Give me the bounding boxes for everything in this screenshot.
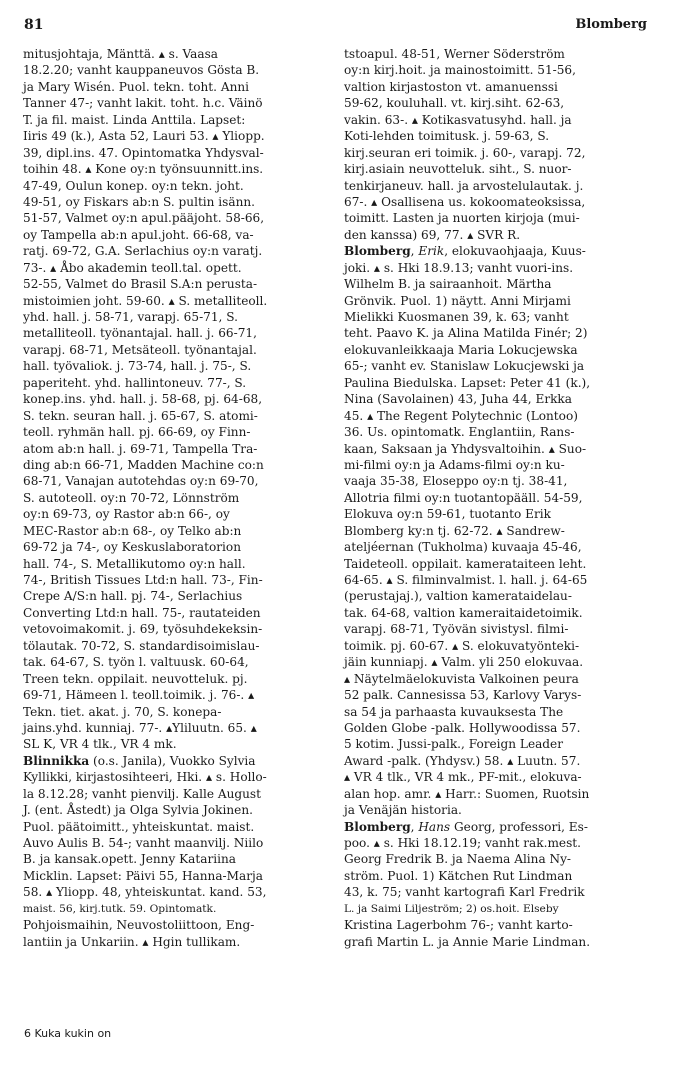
- left-column: [23, 46, 319, 950]
- text-line: vetovoimakomit. j. 69, työsuhdekeksin-: [23, 622, 263, 637]
- text-line: 49-51, oy Fiskars ab:n S. pultin isänn.: [23, 194, 256, 209]
- text-line: 64-65. ▴ S. filminvalmist. l. hall. j. 64-65: [344, 573, 588, 587]
- text-line: ratj. 69-72, G.A. Serlachius oy:n varatj.: [23, 244, 263, 259]
- text-line: 69-72 ja 74-, oy Keskuslaboratorion: [23, 540, 241, 555]
- text-line: Paulina Biedulska. Lapset: Peter 41 (k.),: [344, 375, 591, 390]
- text-line: ja Mary Wisén. Puol. tekn. toht. Anni: [23, 79, 250, 94]
- text-line: teoll. ryhmän hall. pj. 66-69, oy Finn-: [23, 425, 251, 440]
- text-line: valtion kirjastoston vt. amanuenssi: [344, 79, 558, 94]
- text-line: MEC-Rastor ab:n 68-, oy Telko ab:n: [23, 523, 242, 538]
- text-line: 65-; vanht ev. Stanislaw Lokucjewski ja: [344, 359, 585, 374]
- text-line: jäin kunniapj. ▴ Valm. yli 250 elokuvaa.: [344, 655, 584, 670]
- text-line: tenkirjaneuv. hall. ja arvostelulautak. j.: [344, 178, 584, 193]
- text-line: Kristina Lagerbohm 76-; vanht karto-: [344, 918, 573, 933]
- text-line: 67-. ▴ Osallisena us. kokoomateoksissa,: [344, 194, 586, 209]
- right-column: [344, 46, 642, 950]
- text-line: oy:n kirj.hoit. ja mainostoimitt. 51-56,: [344, 63, 576, 78]
- text-line: Award -palk. (Yhdysv.) 58. ▴ Luutn. 57.: [344, 753, 581, 768]
- text-line: kaan, Saksaan ja Yhdysvaltoihin. ▴ Suo-: [344, 441, 587, 456]
- text-line: toihin 48. ▴ Kone oy:n työnsuunnitt.ins.: [23, 162, 264, 177]
- text-line: 47-49, Oulun konep. oy:n tekn. joht.: [23, 178, 244, 193]
- text-line: Elokuva oy:n 59-61, tuotanto Erik: [344, 507, 551, 522]
- text-line: vakin. 63-. ▴ Kotikasvatusyhd. hall. ja: [344, 112, 572, 127]
- text-line: B. ja kansak.opett. Jenny Katariina: [23, 852, 236, 867]
- text-line: J. (ent. Åstedt) ja Olga Sylvia Jokinen.: [23, 803, 253, 818]
- text-line: konep.ins. yhd. hall. j. 58-68, pj. 64-68,: [23, 392, 263, 407]
- text-line: hall. työvaliok. j. 73-74, hall. j. 75-, S.: [23, 359, 252, 374]
- text-line: hall. 74-, S. Metallikutomo oy:n hall.: [23, 556, 246, 571]
- text-line: tölautak. 70-72, S. standardisoimislau-: [23, 638, 260, 653]
- text-line: 52 palk. Cannesissa 53, Karlovy Varys-: [344, 688, 582, 703]
- text-line: kirj.seuran eri toimik. j. 60-, varapj. 72,: [344, 145, 586, 160]
- text-line: 36. Us. opintomatk. Englantiin, Rans-: [344, 425, 575, 440]
- text-line: Converting Ltd:n hall. 75-, rautateiden: [23, 605, 261, 620]
- entry-headword-line: Blomberg, Hans Georg, professori, Es-: [344, 819, 588, 834]
- text-line: tstoapul. 48-51, Werner Söderström: [344, 47, 565, 61]
- text-line: mitusjohtaja, Mänttä. ▴ s. Vaasa: [23, 47, 218, 61]
- text-line: 74-, British Tissues Ltd:n hall. 73-, Fin-: [23, 573, 263, 587]
- text-line: ▴ VR 4 tlk., VR 4 mk., PF-mit., elokuva-: [344, 770, 582, 785]
- text-line: tak. 64-67, S. työn l. valtuusk. 60-64,: [23, 655, 249, 670]
- text-line: den kanssa) 69, 77. ▴ SVR R.: [344, 227, 521, 242]
- text-line: ateljéernan (Tukholma) kuvaaja 45-46,: [344, 540, 582, 555]
- text-line: maist. 56, kirj.tutk. 59. Opintomatk.: [23, 902, 217, 915]
- text-line: kirj.asiain neuvotteluk. siht., S. nuor-: [344, 162, 572, 177]
- text-line: Crepe A/S:n hall. pj. 74-, Serlachius: [23, 589, 243, 604]
- text-line: teht. Paavo K. ja Alina Matilda Finér; 2): [344, 326, 588, 341]
- text-line: S. tekn. seuran hall. j. 65-67, S. atomi-: [23, 408, 258, 423]
- text-line: Grönvik. Puol. 1) näytt. Anni Mirjami: [344, 293, 571, 308]
- text-line: alan hop. amr. ▴ Harr.: Suomen, Ruotsin: [344, 786, 590, 801]
- footer-signature: 6 Kuka kukin on: [24, 1027, 112, 1040]
- text-line: Wilhelm B. ja sairaanhoit. Märtha: [344, 277, 552, 292]
- text-line: varapj. 68-71, Työvän sivistysl. filmi-: [344, 622, 569, 637]
- text-line: 45. ▴ The Regent Polytechnic (Lontoo): [344, 408, 578, 423]
- page-number: 81: [24, 17, 44, 33]
- text-line: 52-55, Valmet do Brasil S.A:n perusta-: [23, 277, 258, 292]
- text-line: sa 54 ja parhaasta kuvauksesta The: [344, 704, 564, 719]
- text-line: 59-62, kouluhall. vt. kirj.siht. 62-63,: [344, 96, 565, 111]
- text-line: (perustajaj.), valtion kamerataidelau-: [344, 589, 572, 604]
- text-line: Puol. päätoimitt., yhteiskuntat. maist.: [23, 819, 255, 834]
- text-line: Allotria filmi oy:n tuotantopääll. 54-59,: [344, 490, 583, 505]
- text-line: T. ja fil. maist. Linda Anttila. Lapset:: [23, 112, 246, 127]
- text-line: L. ja Saimi Liljeström; 2) os.hoit. Elseby: [344, 902, 559, 915]
- text-line: metalliteoll. työnantajal. hall. j. 66-71,: [23, 326, 257, 341]
- text-line: yhd. hall. j. 58-71, varapj. 65-71, S.: [23, 310, 238, 324]
- text-line: oy:n 69-73, oy Rastor ab:n 66-, oy: [23, 507, 230, 522]
- text-line: Mielikki Kuosmanen 39, k. 63; vanht: [344, 310, 569, 324]
- entry-headword-line: Blinnikka (o.s. Janila), Vuokko Sylvia: [23, 753, 256, 768]
- text-line: paperiteht. yhd. hallintoneuv. 77-, S.: [23, 375, 247, 390]
- text-line: 58. ▴ Yliopp. 48, yhteiskuntat. kand. 53,: [23, 885, 267, 900]
- text-line: mi-filmi oy:n ja Adams-filmi oy:n ku-: [344, 457, 565, 472]
- text-line: 5 kotim. Jussi-palk., Foreign Leader: [344, 737, 563, 752]
- text-line: 51-57, Valmet oy:n apul.pääjoht. 58-66,: [23, 211, 265, 226]
- text-line: Auvo Aulis B. 54-; vanht maanvilj. Niilo: [23, 836, 264, 850]
- text-line: elokuvanleikkaaja Maria Lokucjewska: [344, 342, 578, 357]
- text-line: 18.2.20; vanht kauppaneuvos Gösta B.: [23, 63, 260, 78]
- text-line: vaaja 35-38, Eloseppo oy:n tj. 38-41,: [344, 474, 568, 489]
- text-line: Koti-lehden toimitusk. j. 59-63, S.: [344, 129, 550, 144]
- text-line: varapj. 68-71, Metsäteoll. työnantajal.: [23, 342, 257, 357]
- text-line: Taideteoll. oppilait. kamerataiteen leht.: [344, 556, 587, 571]
- text-line: 39, dipl.ins. 47. Opintomatka Yhdysval-: [23, 145, 264, 160]
- text-line: ström. Puol. 1) Kätchen Rut Lindman: [344, 868, 573, 883]
- text-line: Blomberg ky:n tj. 62-72. ▴ Sandrew-: [344, 523, 565, 538]
- text-line: 69-71, Hämeen l. teoll.toimik. j. 76-. ▴: [23, 688, 255, 703]
- text-line: mistoimien joht. 59-60. ▴ S. metalliteoll.: [23, 293, 268, 308]
- text-line: tak. 64-68, valtion kameraitaidetoimik.: [344, 605, 583, 620]
- text-line: jains.yhd. kunniaj. 77-. ▴Yliluutn. 65. ▴: [23, 720, 257, 735]
- text-line: 68-71, Vanajan autotehdas oy:n 69-70,: [23, 474, 259, 489]
- text-line: oy Tampella ab:n apul.joht. 66-68, va-: [23, 227, 254, 242]
- text-line: toimik. pj. 60-67. ▴ S. elokuvatyönteki-: [344, 638, 580, 653]
- text-line: atom ab:n hall. j. 69-71, Tampella Tra-: [23, 441, 258, 456]
- entry-headword-line: Blomberg, Erik, elokuvaohjaaja, Kuus-: [344, 244, 586, 259]
- text-line: grafi Martin L. ja Annie Marie Lindman.: [344, 934, 591, 949]
- text-line: Pohjoismaihin, Neuvostoliittoon, Eng-: [23, 918, 255, 933]
- text-line: ding ab:n 66-71, Madden Machine co:n: [23, 457, 264, 472]
- text-line: ja Venäjän historia.: [344, 803, 462, 818]
- text-line: Nina (Savolainen) 43, Juha 44, Erkka: [344, 392, 572, 407]
- text-line: lantiin ja Unkariin. ▴ Hgin tullikam.: [23, 934, 241, 949]
- text-line: S. autoteoll. oy:n 70-72, Lönnström: [23, 490, 240, 505]
- text-line: Tekn. tiet. akat. j. 70, S. konepa-: [23, 704, 222, 719]
- running-head: Blomberg: [575, 17, 647, 32]
- text-line: Golden Globe -palk. Hollywoodissa 57.: [344, 720, 581, 735]
- text-line: 43, k. 75; vanht kartografi Karl Fredrik: [344, 885, 585, 900]
- text-line: ▴ Näytelmäelokuvista Valkoinen peura: [344, 671, 579, 686]
- text-line: Micklin. Lapset: Päivi 55, Hanna-Marja: [23, 868, 263, 883]
- text-line: Georg Fredrik B. ja Naema Alina Ny-: [344, 852, 572, 867]
- text-line: Tanner 47-; vanht lakit. toht. h.c. Väinö: [23, 96, 263, 111]
- text-line: poo. ▴ s. Hki 18.12.19; vanht rak.mest.: [344, 836, 581, 850]
- text-line: toimitt. Lasten ja nuorten kirjoja (mui-: [344, 211, 580, 226]
- text-line: SL K, VR 4 tlk., VR 4 mk.: [23, 737, 177, 752]
- text-line: 73-. ▴ Åbo akademin teoll.tal. opett.: [23, 260, 242, 275]
- text-line: la 8.12.28; vanht pienvilj. Kalle August: [23, 786, 261, 801]
- text-line: Treen tekn. oppilait. neuvotteluk. pj.: [23, 671, 248, 686]
- text-line: Iiris 49 (k.), Asta 52, Lauri 53. ▴ Yliopp.: [23, 129, 265, 144]
- text-line: joki. ▴ s. Hki 18.9.13; vanht vuori-ins.: [344, 260, 574, 275]
- text-line: Kyllikki, kirjastosihteeri, Hki. ▴ s. Hollo-: [23, 770, 267, 785]
